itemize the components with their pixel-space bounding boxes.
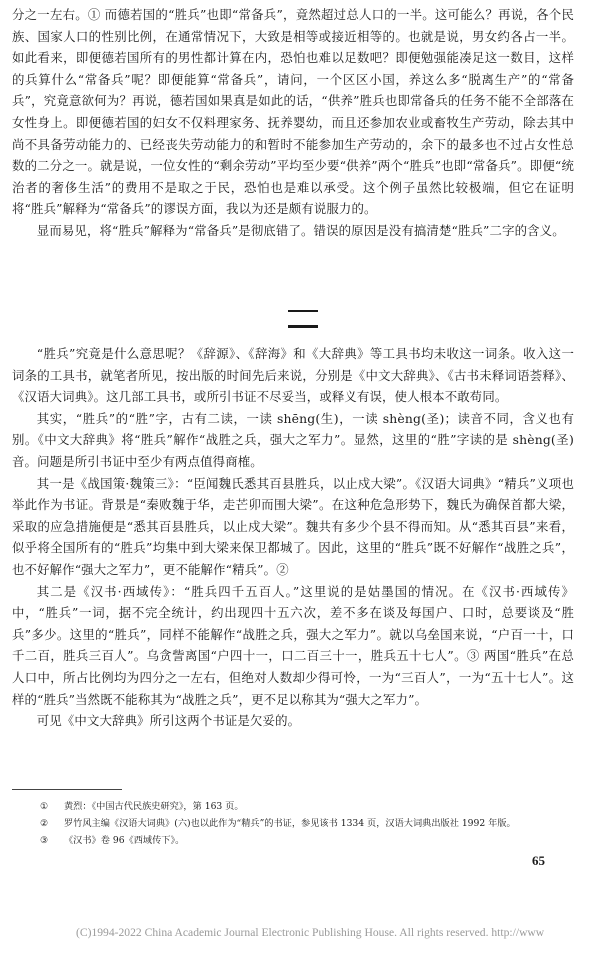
footnote-text: 黄烈：《中国古代民族史研究》，第 163 页。 [64, 801, 244, 812]
footnote-text: 罗竹风主编《汉语大词典》(六)也以此作为“精兵”的书证，参见该书 1334 页，汉语大词典出版社 1992 年版。 [64, 818, 516, 829]
paragraph: 显而易见，将“胜兵”解释为“常备兵”是彻底错了。错误的原因是没有搞清楚“胜兵”二字的含义。 [36, 222, 565, 238]
footnote [40, 832, 580, 849]
paragraph: 其实，“胜兵”的“胜”字，古有二读，一读 shēng(生)，一读 shèng(圣)；读音不同，含义也有别。《中文大辞典》将“胜兵”解作“战胜之兵，强大之军力”。显然，这里的“胜”字读的是 shèng(圣)音。问题是所引书证中至少有两点值得商榷。 [12, 410, 574, 469]
footnote [40, 798, 580, 815]
footnote-mark: ② [40, 818, 49, 829]
section-heading [288, 308, 318, 330]
footnote-text: 《汉书》卷 96《西域传下》。 [64, 835, 185, 846]
paragraph: 其一是《战国策·魏策三》：“臣闻魏氏悉其百县胜兵，以止戍大梁”。《汉语大词典》“精兵”义项也举此作为书证。背景是“秦败魏于华，走芒卯而围大梁”。在这种危急形势下，魏氏为确保首都大梁，采取的应急措施便是“悉其百县胜兵，以止戍大梁”。魏共有多少个县不得而知。从“悉其百县”来看，似乎将全国所有的“胜兵”均集中到大梁来保卫都城了。因此，这里的“胜兵”既不好解作“战胜之兵”，也不好解作“强大之军力”，更不能解作“精兵”。② [12, 475, 574, 577]
paragraph: 分之一左右。① 而德若国的“胜兵”也即“常备兵”，竟然超过总人口的一半。这可能么？再说，各个民族、国家人口的性别比例，在通常情况下，大致是相等或接近相等的。也就是说，男女约各占一半。如此看来，即便德若国所有的男性都计算在内，恐怕也难以足数吧？即便勉强能凑足这一数目，这样的兵算什么“常备兵”呢？即便能算“常备兵”，请问，一个区区小国，养这么多“脱离生产”的“常备兵”，究竟意欲何为？再说，德若国如果真是如此的话，“供养”胜兵也即常备兵的任务不能不全部落在女性身上。即便德若国的妇女不仅料理家务、抚养婴幼，而且还参加农业或畜牧生产劳动，除去其中尚不具备劳动能力的、已经丧失劳动能力的和暂时不能参加生产劳动的，余下的最多也不过占女性总数的二分之一。就是说，一位女性的“剩余劳动”平均至少要“供养”两个“胜兵”也即“常备兵”。即便“统治者的奢侈生活”的费用不是取之于民，恐怕也是难以承受。这个例子虽然比较极端，但它在证明将“胜兵”解释为“常备兵”的谬误方面，我以为还是颇有说服力的。 [12, 7, 574, 217]
copyright-notice: (C)1994-2022 China Academic Journal Electronic Publishing House. All rights reserved. http://www [76, 926, 545, 939]
body-text-bottom [12, 343, 574, 732]
footnotes [40, 798, 580, 849]
body-text-top [12, 4, 574, 242]
section-heading-stroke-bottom [288, 325, 318, 328]
footnote [40, 815, 580, 832]
paragraph: 可见《中文大辞典》所引这两个书证是欠妥的。 [36, 713, 301, 729]
footnote-rule [12, 789, 122, 790]
footnote-mark: ③ [40, 835, 49, 846]
paragraph: 其二是《汉书·西域传》：“胜兵四千五百人。”这里说的是姑墨国的情况。在《汉书·西域传》中，“胜兵”一词，据不完全统计，约出现四十五六次，差不多在谈及每国户、口时，总要谈及“胜兵”多少。这里的“胜兵”，同样不能解作“战胜之兵，强大之军力”。就以乌垒国来说，“户百一十，口千二百，胜兵三百人”。乌贪訾离国“户四十一，口二百三十一，胜兵五十七人”。③ 两国“胜兵”在总人口中，所占比例均为四分之一左右，但绝对人数却少得可怜，一为“三百人”，一为“五十七人”。这样的“胜兵”当然既不能称其为“战胜之兵”，更不足以称其为“强大之军力”。 [12, 583, 574, 707]
page-number: 65 [532, 853, 545, 868]
footnote-mark: ① [40, 801, 49, 812]
section-heading-stroke-top [288, 310, 318, 312]
paragraph: “胜兵”究竟是什么意思呢？《辞源》、《辞海》和《大辞典》等工具书均未收这一词条。收入这一词条的工具书，就笔者所见，按出版的时间先后来说，分别是《中文大辞典》、《古书未释词语荟释》、《汉语大词典》。这几部工具书，或所引书证不尽妥当，或释义有误，使人根本不敢苟同。 [12, 346, 574, 405]
